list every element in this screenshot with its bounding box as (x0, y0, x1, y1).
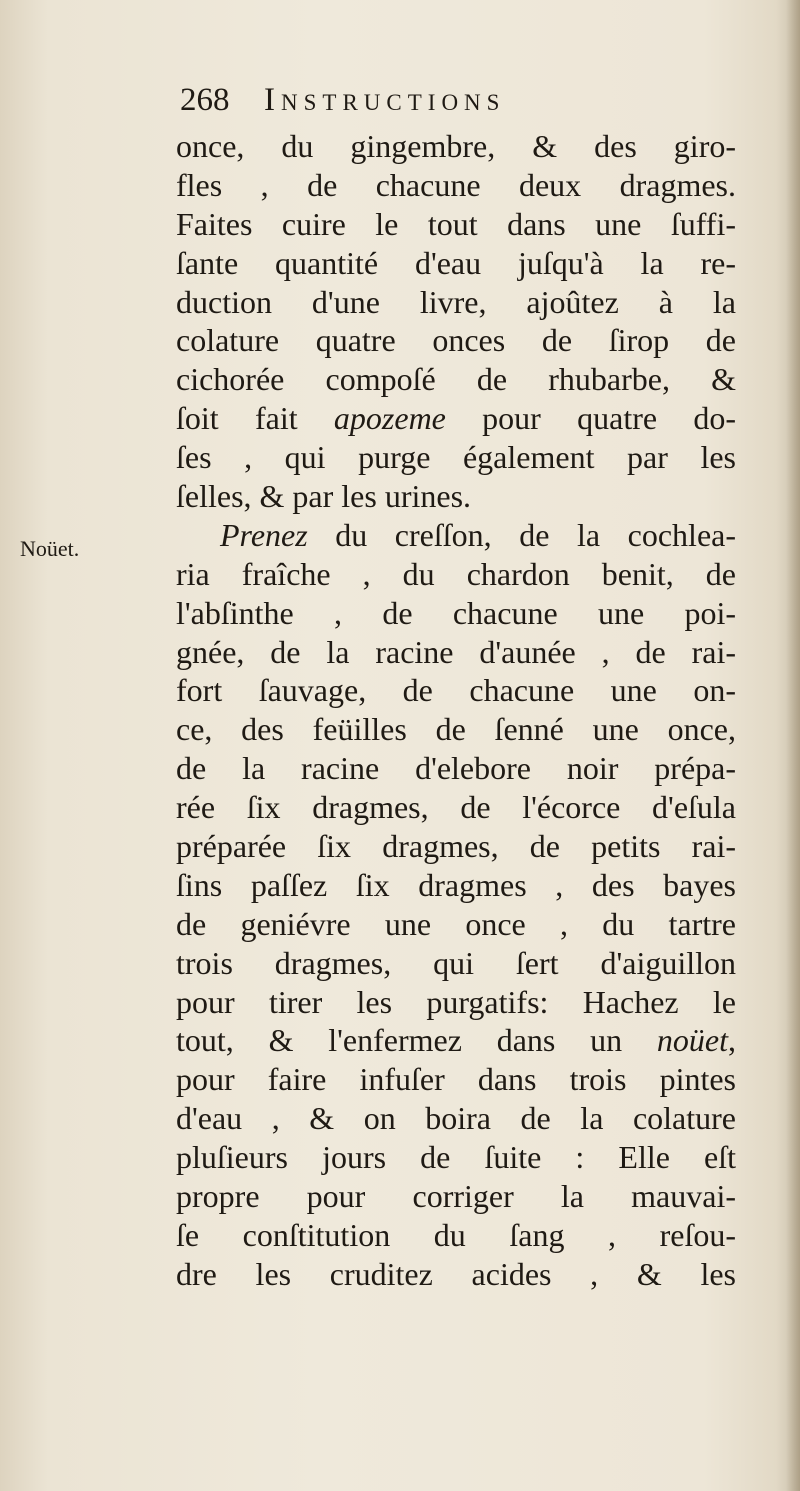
text-line: ſins paſſez ſix dragmes , des bayes (176, 866, 736, 903)
text-line: préparée ſix dragmes, de petits rai- (176, 828, 736, 865)
text-line: pluſieurs jours de ſuite : Elle eſt (176, 1139, 736, 1176)
text-line: ſante quantité d'eau juſqu'à la re- (176, 244, 736, 281)
text-line: ria fraîche , du chardon benit, de (176, 555, 736, 592)
text-line: d'eau , & on boira de la colature (176, 1100, 736, 1137)
italic-term: noüet (656, 1022, 728, 1059)
margin-note: Noüet. (20, 536, 80, 561)
text-line: trois dragmes, qui ſert d'aiguillon (176, 944, 736, 981)
text-line: pour tirer les purgatifs: Hachez le (176, 983, 736, 1020)
text-line: propre pour corriger la mauvai- (176, 1178, 736, 1215)
running-title: Instructions (264, 82, 506, 118)
text-line: duction d'une livre, ajoûtez à la (176, 283, 736, 320)
body-text (176, 127, 736, 1294)
text-line: cichorée compoſé de rhubarbe, & (176, 361, 736, 398)
italic-term: Prenez (220, 516, 308, 553)
text-line: rée ſix dragmes, de l'écorce d'eſula (176, 789, 736, 826)
text-line: fort ſauvage, de chacune une on- (176, 672, 736, 709)
text-line: l'abſinthe , de chacune une poi- (176, 594, 736, 631)
text-line: gnée, de la racine d'aunée , de rai- (176, 633, 736, 670)
text-line: ſelles, & par les urines. (176, 478, 472, 515)
text-line: dre les cruditez acides , & les (176, 1255, 736, 1292)
text-line: pour faire infuſer dans trois pintes (176, 1061, 736, 1098)
text-line: Faites cuire le tout dans une ſuffi- (176, 205, 736, 242)
text-line: fles , de chacune deux dragmes. (176, 166, 736, 203)
page-number: 268 (180, 82, 230, 118)
page-edge-shadow (786, 0, 800, 1491)
text-line: ſoit fait apozeme pour quatre do- (176, 400, 736, 437)
text-line: colature quatre onces de ſirop de (176, 322, 736, 359)
text-line: tout, & l'enfermez dans un noüet, (176, 1022, 736, 1059)
text-line: ſes , qui purge également par les (176, 439, 736, 476)
text-line: de la racine d'elebore noir prépa- (176, 750, 736, 787)
text-line: de geniévre une once , du tartre (176, 905, 736, 942)
running-head (180, 78, 740, 122)
text-line: once, du gingembre, & des giro- (176, 128, 736, 164)
text-line: Prenez du creſſon, de la cochlea- (220, 516, 736, 553)
text-line: ce, des feüilles de ſenné une once, (176, 711, 736, 748)
italic-term: apozeme (333, 400, 446, 437)
text-line: ſe conſtitution du ſang , reſou- (176, 1216, 736, 1253)
